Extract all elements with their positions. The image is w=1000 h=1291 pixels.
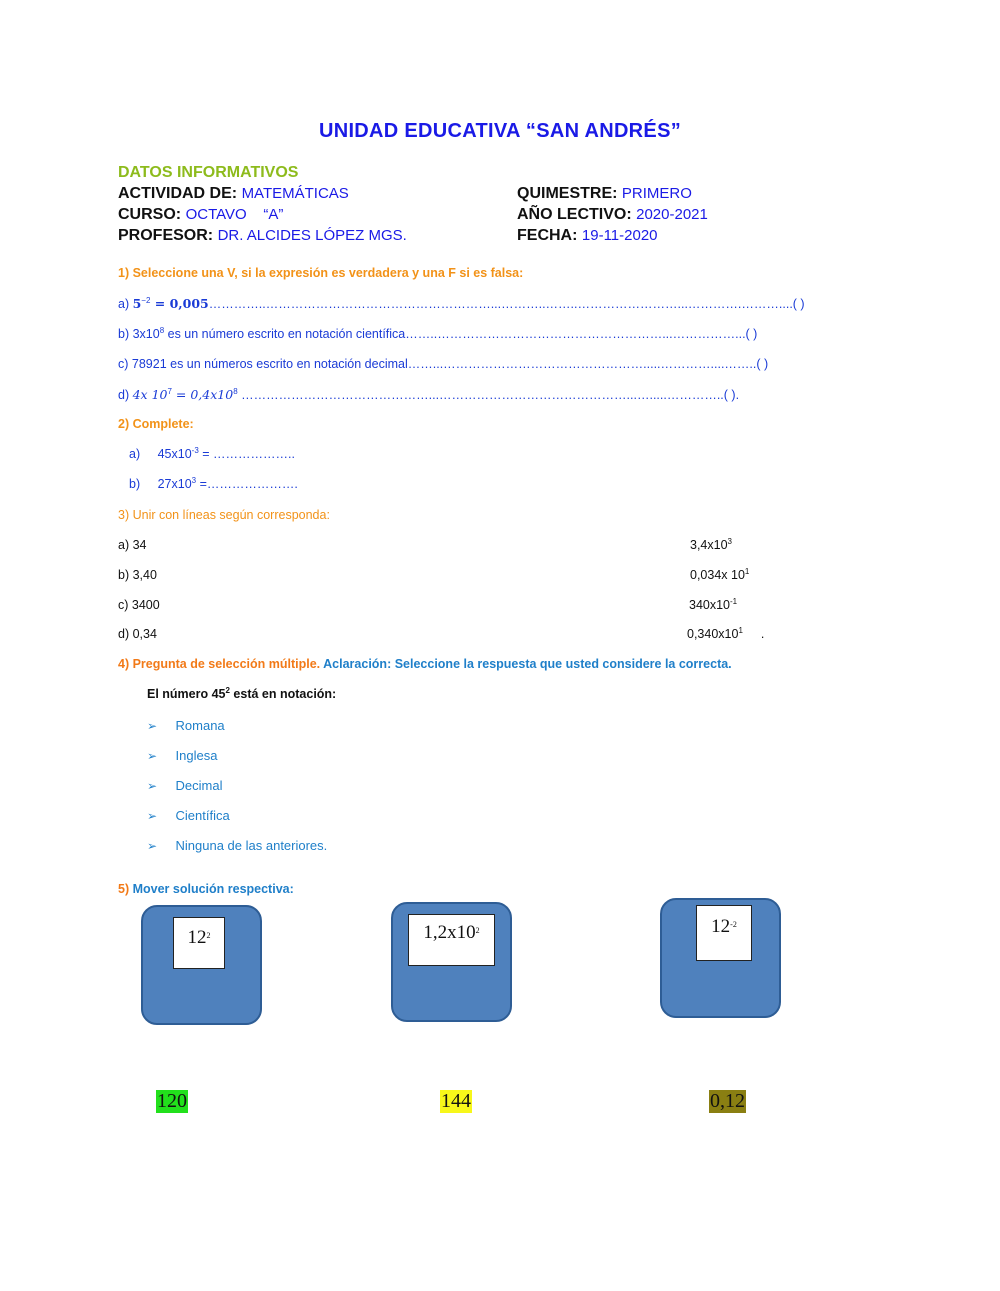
q4-heading <box>118 657 732 671</box>
value-actividad: MATEMÁTICAS <box>241 185 349 202</box>
q4-question-rest: está en notación: <box>229 687 337 701</box>
label-quimestre: QUIMESTRE: <box>517 185 618 202</box>
draggable-answer-120[interactable]: 120 <box>157 1090 187 1112</box>
q3-right-b-base: 0,034x 10 <box>690 568 745 582</box>
arrow-bullet-icon: ➢ <box>147 749 158 763</box>
q3-right-a[interactable] <box>690 538 732 552</box>
q2-b-label: b) <box>129 477 141 491</box>
arrow-bullet-icon: ➢ <box>147 779 158 793</box>
q4-option-romana[interactable] <box>147 717 225 735</box>
q2-a-rest: = ……………….. <box>198 447 295 461</box>
q3-right-a-exp: 3 <box>727 537 732 546</box>
q1-a-base: 5 <box>132 296 142 311</box>
field-profesor <box>118 227 407 245</box>
value-anio-lectivo: 2020-2021 <box>636 206 708 223</box>
drop-zone-1-exp: 2 <box>206 931 211 940</box>
q3-left-d[interactable]: d) 0,34 <box>118 627 157 641</box>
q3-right-c[interactable] <box>689 598 737 612</box>
q2-a-label: a) <box>129 447 141 461</box>
q3-right-d-base: 0,340x10 <box>687 627 739 641</box>
q1-item-c[interactable]: c) 78921 es un números escrito en notación decimal……...………………………………………….....…………....……..( ) <box>118 357 769 371</box>
q2-a-base: 45x10 <box>157 447 192 461</box>
q1-d-math2: = 0,4x10 <box>171 387 234 402</box>
q3-right-b-exp: 1 <box>744 567 750 576</box>
page-title: UNIDAD EDUCATIVA “SAN ANDRÉS” <box>318 120 682 142</box>
value-profesor: DR. ALCIDES LÓPEZ MGS. <box>217 227 407 244</box>
field-anio-lectivo <box>517 206 708 224</box>
q5-heading <box>118 882 294 896</box>
drop-zone-2-exp: 2 <box>475 926 480 935</box>
q3-left-a[interactable]: a) 34 <box>118 538 147 552</box>
drop-zone-3[interactable] <box>660 898 781 1018</box>
field-fecha <box>517 227 658 245</box>
q4-note: Aclaración: Seleccione la respuesta que usted considere la correcta. <box>320 657 732 671</box>
q3-title: 3) Unir con líneas según corresponda: <box>118 508 330 522</box>
draggable-answer-144[interactable]: 144 <box>441 1090 471 1112</box>
q1-b-rest: es un número escrito en notación científica……..………………………………………………...……………...( ) <box>164 327 758 341</box>
q3-right-a-base: 3,4x10 <box>690 538 728 552</box>
q4-option-label: Ninguna de las anteriores. <box>175 838 328 853</box>
q4-title: 4) Pregunta de selección múltiple. <box>118 657 321 671</box>
draggable-answer-0-12[interactable]: 0,12 <box>710 1090 745 1112</box>
section-heading-datos: DATOS INFORMATIVOS <box>118 164 299 181</box>
value-fecha: 19-11-2020 <box>581 227 658 244</box>
q3-right-c-base: 340x10 <box>689 598 731 612</box>
q3-right-d[interactable] <box>687 627 764 641</box>
q1-a-rest: = 0,005 <box>150 296 209 311</box>
q4-option-label: Romana <box>175 718 225 733</box>
q4-option-ninguna[interactable] <box>147 837 327 855</box>
q1-d-math1: 4x 10 <box>132 387 168 402</box>
q4-question-prefix: El número 45 <box>147 687 226 701</box>
value-quimestre: PRIMERO <box>621 185 692 202</box>
q1-a-exp: −2 <box>141 296 151 305</box>
drop-zone-1[interactable] <box>141 905 262 1025</box>
q1-item-a[interactable] <box>118 296 805 311</box>
q1-b-prefix: b) 3x10 <box>118 327 160 341</box>
q2-title: 2) Complete: <box>118 417 194 431</box>
q5-title: Mover solución respectiva: <box>129 882 294 896</box>
q3-left-b[interactable]: b) 3,40 <box>118 568 157 582</box>
drop-zone-3-base: 12 <box>711 916 731 937</box>
drop-zone-3-label <box>696 905 752 961</box>
q2-b-exp: 3 <box>191 476 197 485</box>
drop-zone-1-base: 12 <box>187 927 207 948</box>
arrow-bullet-icon: ➢ <box>147 839 158 853</box>
q1-d-exp2: 8 <box>233 387 238 396</box>
label-fecha: FECHA: <box>517 227 578 244</box>
q5-num: 5) <box>118 882 130 896</box>
drop-zone-1-label <box>173 917 225 969</box>
q1-d-exp1: 7 <box>167 387 172 396</box>
q4-option-label: Decimal <box>175 778 223 793</box>
q1-item-b[interactable] <box>118 327 757 341</box>
q3-right-c-exp: -1 <box>730 597 738 606</box>
q3-trailing-dot: . <box>760 627 765 641</box>
q1-d-dots: ………………………………………...………………………………………...….....…………..( ). <box>237 388 740 402</box>
q1-a-dots: …………..………………………………………………...………..……..……………………...………….………....( ) <box>208 297 805 311</box>
drop-zone-2-base: 1,2x10 <box>423 922 476 943</box>
q4-option-cientifica[interactable] <box>147 807 230 825</box>
q2-b-base: 27x10 <box>157 477 192 491</box>
q2-item-b[interactable] <box>129 477 298 491</box>
q1-d-prefix: d) <box>118 388 133 402</box>
field-curso <box>118 206 283 224</box>
field-quimestre <box>517 185 692 203</box>
label-curso: CURSO: <box>118 206 182 223</box>
q4-question <box>147 687 336 701</box>
q3-left-c[interactable]: c) 3400 <box>118 598 160 612</box>
q3-right-d-exp: 1 <box>738 626 743 635</box>
q1-a-prefix: a) <box>118 297 133 311</box>
value-curso: OCTAVO “A” <box>185 206 284 223</box>
arrow-bullet-icon: ➢ <box>147 809 158 823</box>
drop-zone-2[interactable] <box>391 902 512 1022</box>
q2-item-a[interactable] <box>129 447 295 461</box>
q4-option-label: Inglesa <box>175 748 218 763</box>
q4-option-inglesa[interactable] <box>147 747 217 765</box>
q4-option-label: Científica <box>175 808 230 823</box>
q3-right-b[interactable] <box>690 568 749 582</box>
q1-item-d[interactable] <box>118 387 739 402</box>
arrow-bullet-icon: ➢ <box>147 719 158 733</box>
q1-title: 1) Seleccione una V, si la expresión es verdadera y una F si es falsa: <box>118 266 524 280</box>
label-anio-lectivo: AÑO LECTIVO: <box>517 206 632 223</box>
q4-option-decimal[interactable] <box>147 777 222 795</box>
q1-b-exp: 8 <box>159 326 165 335</box>
drop-zone-2-label <box>408 914 495 966</box>
label-actividad: ACTIVIDAD DE: <box>118 185 238 202</box>
drop-zone-3-exp: -2 <box>730 920 737 929</box>
q4-question-exp: 2 <box>225 686 230 695</box>
label-profesor: PROFESOR: <box>118 227 214 244</box>
field-actividad <box>118 185 349 203</box>
q2-a-exp: -3 <box>191 446 199 455</box>
q2-b-rest: =…………………. <box>196 477 298 491</box>
